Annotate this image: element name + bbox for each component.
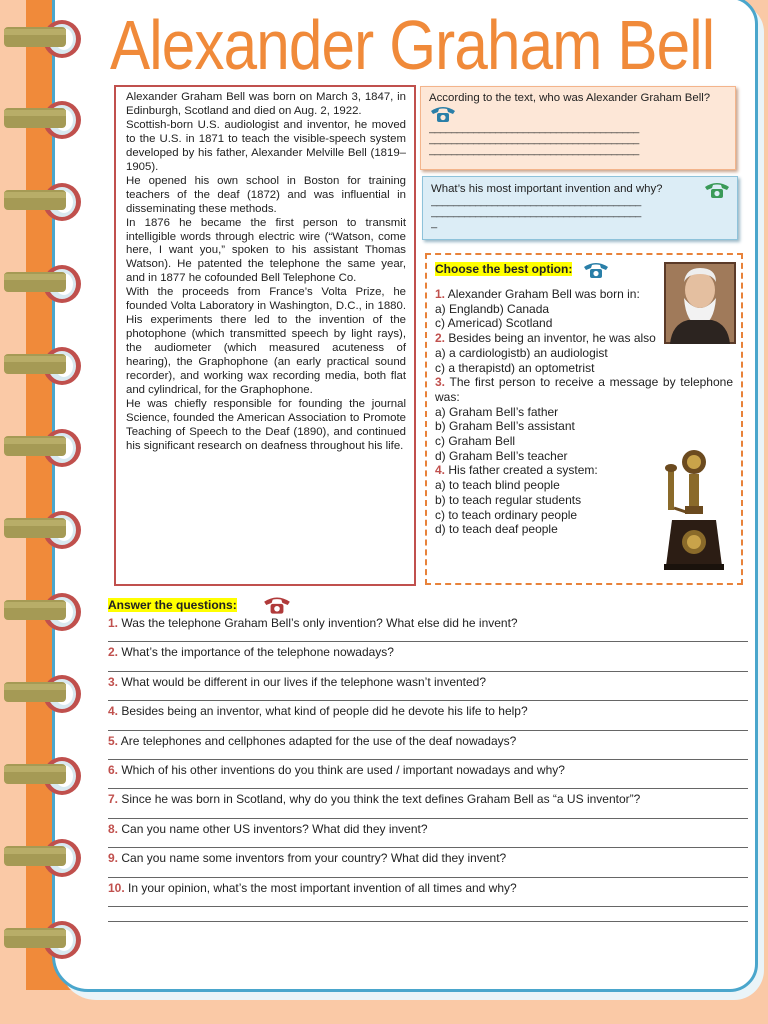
biography-text (114, 85, 416, 586)
answer-line[interactable]: ______________________________________ (429, 145, 639, 156)
answer-line[interactable]: ______________________________________ (431, 207, 641, 218)
question-label: In your opinion, what’s the most important invention of all times and why? (128, 880, 517, 895)
question-number: 7. (108, 792, 119, 807)
question-number: 3. (435, 375, 446, 390)
telephone-icon (703, 181, 731, 199)
question-label: Can you name other US inventors? What did they invent? (121, 821, 428, 836)
answer-option[interactable]: a) a cardiologistb) an audiologist (435, 345, 608, 360)
question-label: What’s the importance of the telephone nowadays? (121, 645, 394, 660)
question-number: 10. (108, 880, 125, 895)
answer-option[interactable]: c) to teach ordinary people (435, 507, 578, 522)
choice-question (435, 375, 733, 404)
answer-option[interactable]: b) to teach regular students (435, 492, 582, 507)
question-number: 8. (108, 821, 119, 836)
question-number: 6. (108, 762, 119, 777)
binder-ring (4, 670, 86, 718)
question-number: 4. (108, 704, 119, 719)
answer-question-row (108, 734, 753, 763)
binder-ring (4, 178, 86, 226)
question-label: Which of his other inventions do you think are used / important nowadays and why? (121, 762, 565, 777)
answer-line[interactable]: ______________________________________ (431, 196, 641, 207)
antique-telephone-image (654, 446, 730, 574)
question-box-who (420, 86, 736, 170)
answer-option[interactable]: b) Graham Bell’s assistant (435, 419, 575, 434)
bio-paragraph: In 1876 he became the first person to transmit intelligible words through electric wire (“Watson, come here, I want you,” spoken to his assistant Thomas Watson). He patented the telephone the same year, and in 1877 he cofounded Bell Telephone Co. (126, 216, 406, 285)
question-stem: Besides being an inventor, he was also (448, 331, 656, 346)
choice-question (435, 331, 669, 346)
question-number: 1. (435, 287, 446, 301)
binder-ring (4, 752, 86, 800)
answer-option[interactable]: a) Graham Bell’s father (435, 404, 559, 419)
choice-question (435, 287, 661, 302)
answer-option[interactable]: c) a therapistd) an optometrist (435, 360, 595, 375)
answer-line[interactable]: _ (431, 218, 437, 229)
question-stem: Alexander Graham Bell was born in: (447, 287, 640, 301)
answer-question-row (108, 881, 753, 910)
question-text: According to the text, who was Alexander Graham Bell? (429, 92, 711, 104)
question-label: Besides being an inventor, what kind of people did he devote his life to help? (121, 704, 528, 719)
question-label: Was the telephone Graham Bell’s only invention? What else did he invent? (121, 616, 518, 630)
binder-ring (4, 96, 86, 144)
answer-option[interactable]: c) Americad) Scotland (435, 316, 553, 331)
answer-option[interactable]: d) Graham Bell’s teacher (435, 448, 568, 463)
question-number: 2. (108, 645, 119, 660)
section-heading: Answer the questions: (108, 598, 237, 612)
telephone-icon (262, 595, 292, 615)
question-label: What would be different in our lives if the telephone wasn’t invented? (121, 674, 487, 689)
bio-paragraph: Alexander Graham Bell was born on March 3, 1847, in Edinburgh, Scotland and died on Aug. 2, 1922. (126, 91, 406, 117)
answer-question-row (108, 851, 753, 880)
answer-questions-section (108, 598, 753, 910)
answer-question-row (108, 763, 753, 792)
question-label: Can you name some inventors from your country? What did they invent? (121, 851, 507, 866)
question-text: What’s his most important invention and why? (431, 183, 663, 195)
binder-ring (4, 342, 86, 390)
section-heading: Choose the best option: (435, 262, 573, 277)
binder-ring (4, 15, 86, 63)
binder-ring (4, 424, 86, 472)
bell-portrait-image (664, 262, 736, 344)
question-list (108, 616, 753, 910)
answer-question-row (108, 645, 753, 674)
binder-ring (4, 260, 86, 308)
telephone-icon (429, 105, 457, 123)
question-stem: The first person to receive a message by telephone was: (435, 375, 733, 404)
answer-option[interactable]: d) to teach deaf people (435, 522, 558, 537)
answer-line[interactable]: ______________________________________ (429, 134, 639, 145)
binder-ring (4, 506, 86, 554)
bio-paragraph: He was chiefly responsible for founding the journal Science, founded the American Association to Promote Teaching of Speech to the Deaf (1890), and continued his significant research on deafness throughout his life. (126, 397, 406, 452)
bio-paragraph: With the proceeds from France’s Volta Prize, he founded Volta Laboratory in Washington, D.C., in 1880. His experiments there led to the invention of the photophone (which transmitted speech by light rays), the audiometer (which measured acuteness of hearing), the Graphophone (an early practical sound recorder), and working wax recording media, both flat and cylindrical, for the Graphophone. (126, 286, 406, 397)
answer-option[interactable]: a) Englandb) Canada (435, 301, 550, 316)
binder-ring (4, 834, 86, 882)
page-title: Alexander Graham Bell (110, 6, 715, 84)
binder-ring (4, 916, 86, 964)
question-box-invention (422, 176, 738, 240)
question-label: Are telephones and cellphones adapted for the use of the deaf nowadays? (120, 733, 517, 748)
bio-paragraph: Scottish-born U.S. audiologist and inventor, he moved to the U.S. in 1871 to teach the visible-speech system developed by his father, Alexander Melville Bell (1819–1905). (126, 118, 406, 173)
answer-option[interactable]: c) Graham Bell (435, 434, 516, 449)
binder-ring (4, 588, 86, 636)
question-number: 3. (108, 674, 119, 689)
question-number: 5. (108, 733, 119, 748)
question-number: 2. (435, 331, 446, 346)
answer-line[interactable]: ______________________________________ (429, 123, 639, 134)
question-stem: His father created a system: (448, 463, 598, 478)
telephone-icon (582, 261, 610, 279)
answer-question-row (108, 616, 753, 645)
question-number: 1. (108, 616, 119, 630)
answer-option[interactable]: a) to teach blind people (435, 478, 560, 493)
answer-question-row (108, 792, 753, 821)
answer-line[interactable] (108, 907, 748, 922)
question-label: Since he was born in Scotland, why do you think the text defines Graham Bell as “a US inventor”? (121, 792, 641, 807)
bio-paragraph: He opened his own school in Boston for training teachers of the deaf (1872) and was influential in disseminating these methods. (126, 174, 406, 215)
answer-question-row (108, 704, 753, 733)
question-number: 9. (108, 851, 119, 866)
answer-question-row (108, 675, 753, 704)
question-number: 4. (435, 463, 446, 478)
answer-question-row (108, 822, 753, 851)
